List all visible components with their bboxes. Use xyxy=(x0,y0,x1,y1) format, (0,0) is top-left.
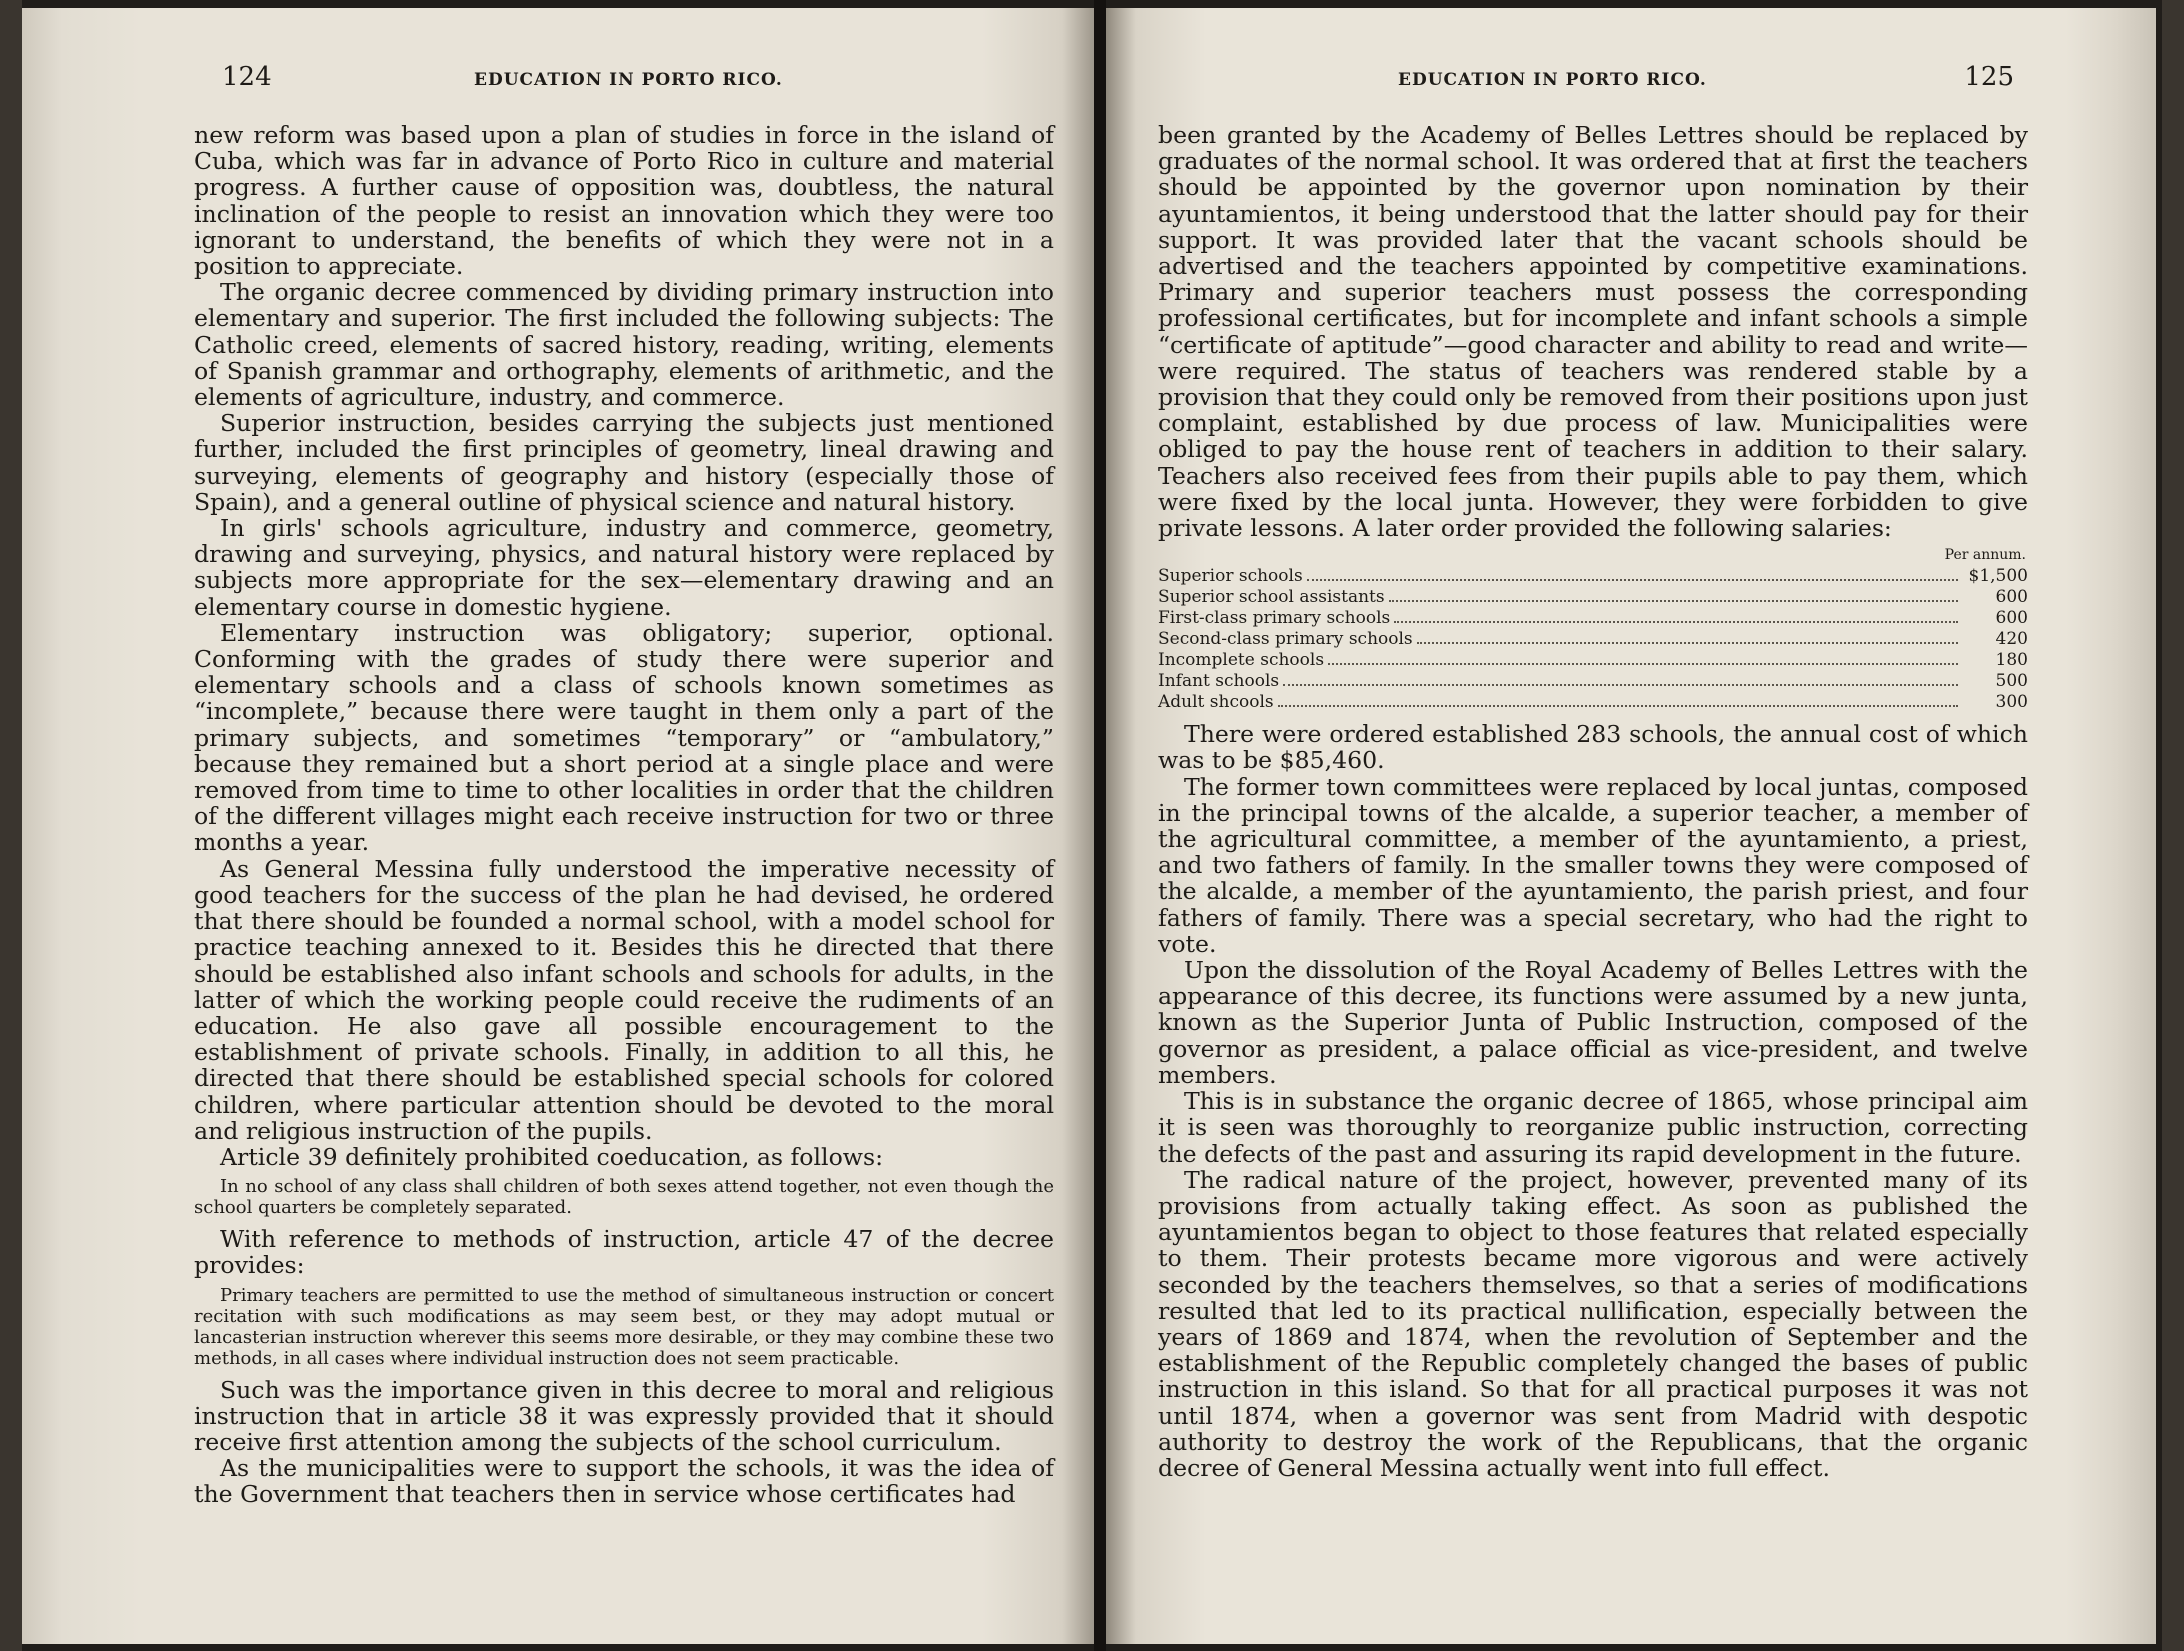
paragraph: The radical nature of the project, however, prevented many of its provisions from actually taking effect. As soon as published the ayuntamientos began to object to those features that related especially to them. Their protests became more vigorous and were actively seconded by the teachers themselves, so that a series of modifications resulted that led to its practical nullification, especially between the years of 1869 and 1874, when the revolution of September and the establishment of the Republic completely changed the bases of public instruction in this island. So that for all practical purposes it was not until 1874, when a governor was sent from Madrid with despotic authority to destroy the work of the Republicans, that the organic decree of General Messina actually went into full effect. xyxy=(1158,1165,2028,1482)
right-book-edge xyxy=(2162,0,2184,1651)
block-quote: In no school of any class shall children of both sexes attend together, not even though the school quarters be completely separated. xyxy=(194,1176,1054,1219)
dot-leader xyxy=(1394,621,1958,623)
salary-amount: 300 xyxy=(1995,692,2028,713)
paragraph: There were ordered established 283 schools, the annual cost of which was to be $85,460. xyxy=(1158,720,2028,775)
paragraph: As the municipalities were to support the schools, it was the idea of the Government that teachers then in service whose certificates had xyxy=(194,1454,1054,1509)
paragraph: The former town committees were replaced by local juntas, composed in the principal towns of the alcalde, a superior teacher, a member of the agricultural committee, a member of the ayuntamiento, a priest, and two fathers of family. In the smaller towns they were composed of the alcalde, a member of the ayuntamiento, the parish priest, and four fathers of family. There was a special secretary, who had the right to vote. xyxy=(1158,772,2028,958)
dot-leader xyxy=(1307,579,1958,581)
salary-row xyxy=(1158,650,2028,671)
salary-row xyxy=(1158,671,2028,692)
left-book-edge xyxy=(0,0,22,1651)
salary-row xyxy=(1158,692,2028,713)
paragraph: As General Messina fully understood the imperative necessity of good teachers for the success of the plan he had devised, he ordered that there should be founded a normal school, with a model school for practice teaching annexed to it. Besides this he directed that there should be established also infant schools and schools for adults, in the latter of which the working people could receive the rudiments of an education. He also gave all possible encouragement to the establishment of private schools. Finally, in addition to all this, he directed that there should be established special schools for colored children, where particular attention should be devoted to the moral and religious instruction of the pupils. xyxy=(194,854,1054,1145)
salary-unit-header: Per annum. xyxy=(1944,547,2026,564)
dot-leader xyxy=(1283,684,1958,686)
paragraph: Superior instruction, besides carrying the subjects just mentioned further, included the first principles of geometry, lineal drawing and surveying, elements of geography and history (especially those of Spain), and a general outline of physical science and natural history. xyxy=(194,409,1054,516)
paragraph: Elementary instruction was obligatory; superior, optional. Conforming with the grades of study there were superior and elementary schools and a class of schools known sometimes as “incomplete,” because there were taught in them only a part of the primary subjects, and sometimes “temporary” or “ambulatory,” because they remained but a short period at a single place and were removed from time to time to other localities in order that the children of the different villages might each receive instruction for two or three months a year. xyxy=(194,618,1054,857)
salary-amount: 500 xyxy=(1995,671,2028,692)
salary-label: First-class primary schools xyxy=(1158,608,1391,629)
right-page-number: 125 xyxy=(1964,62,2014,92)
left-page-body xyxy=(194,104,1054,1508)
right-running-title: EDUCATION IN PORTO RICO. xyxy=(1398,70,1707,90)
paragraph: With reference to methods of instruction, article 47 of the decree provides: xyxy=(194,1225,1054,1280)
salary-amount: 180 xyxy=(1995,650,2028,671)
paragraph: The organic decree commenced by dividing primary instruction into elementary and superior. The first included the following subjects: The Catholic creed, elements of sacred history, reading, writing, elements of Spanish grammar and orthography, elements of arithmetic, and the elements of agriculture, industry, and commerce. xyxy=(194,278,1054,412)
salary-row xyxy=(1158,608,2028,629)
salary-label: Superior schools xyxy=(1158,566,1303,587)
left-page xyxy=(22,8,1094,1644)
salary-table xyxy=(1158,545,2028,713)
salary-label: Superior school assistants xyxy=(1158,587,1385,608)
dot-leader xyxy=(1278,705,1958,707)
salary-label: Infant schools xyxy=(1158,671,1280,692)
left-running-head xyxy=(194,60,1054,104)
block-quote: Primary teachers are permitted to use the method of simultaneous instruction or concert recitation with such modifications as may seem best, or they may adopt mutual or lancasterian instruction wherever this seems more desirable, or they may combine these two methods, in all cases where individual instruction does not seem practicable. xyxy=(194,1284,1054,1369)
salary-amount: 600 xyxy=(1995,608,2028,629)
salary-amount: 420 xyxy=(1995,629,2028,650)
right-running-head xyxy=(1158,60,2028,104)
left-page-number: 124 xyxy=(222,62,272,92)
salary-label: Incomplete schools xyxy=(1158,650,1325,671)
dot-leader xyxy=(1328,663,1958,665)
right-page xyxy=(1106,8,2156,1644)
salary-amount: 600 xyxy=(1995,587,2028,608)
paragraph: In girls' schools agriculture, industry and commerce, geometry, drawing and surveying, physics, and natural history were replaced by subjects more appropriate for the sex—elementary drawing and an elementary course in domestic hygiene. xyxy=(194,514,1054,621)
salary-row xyxy=(1158,587,2028,608)
salary-amount: $1,500 xyxy=(1968,566,2028,587)
salary-label: Adult shcools xyxy=(1158,692,1274,713)
paragraph: Article 39 definitely prohibited coeducation, as follows: xyxy=(220,1142,884,1171)
dot-leader xyxy=(1389,600,1958,602)
salary-row xyxy=(1158,629,2028,650)
dot-leader xyxy=(1417,642,1958,644)
paragraph: been granted by the Academy of Belles Lettres should be replaced by graduates of the normal school. It was ordered that at first the teachers should be appointed by the governor upon nomination by their ayuntamientos, it being understood that the latter should pay for their support. It was provided later that the vacant schools should be advertised and the teachers appointed by competitive examinations. Primary and superior teachers must possess the corresponding professional certificates, but for incomplete and infant schools a simple “certificate of aptitude”—good character and ability to read and write—were required. The status of teachers was rendered stable by a provision that they could only be removed from their positions upon just complaint, established by due process of law. Municipalities were obliged to pay the house rent of teachers in addition to their salary. Teachers also received fees from their pupils able to pay them, which were fixed by the local junta. However, they were forbidden to give private lessons. A later order provided the following salaries: xyxy=(1158,121,2028,543)
book-gutter xyxy=(1094,0,1106,1651)
paragraph: Such was the importance given in this decree to moral and religious instruction that in article 38 it was expressly provided that it should receive first attention among the subjects of the school curriculum. xyxy=(194,1375,1054,1456)
salary-label: Second-class primary schools xyxy=(1158,629,1413,650)
paragraph: new reform was based upon a plan of studies in force in the island of Cuba, which was far in advance of Porto Rico in culture and material progress. A further cause of opposition was, doubtless, the natural inclination of the people to resist an innovation which they were too ignorant to understand, the benefits of which they were not in a position to appreciate. xyxy=(194,121,1054,281)
left-running-title: EDUCATION IN PORTO RICO. xyxy=(474,70,783,90)
right-page-body xyxy=(1158,104,2028,1481)
salary-row xyxy=(1158,566,2028,587)
paragraph: This is in substance the organic decree of 1865, whose principal aim it is seen was thoroughly to reorganize public instruction, correcting the defects of the past and assuring its rapid development in the future. xyxy=(1158,1087,2028,1168)
paragraph: Upon the dissolution of the Royal Academy of Belles Lettres with the appearance of this decree, its functions were assumed by a new junta, known as the Superior Junta of Public Instruction, composed of the governor as president, a palace official as vice-president, and twelve members. xyxy=(1158,956,2028,1089)
